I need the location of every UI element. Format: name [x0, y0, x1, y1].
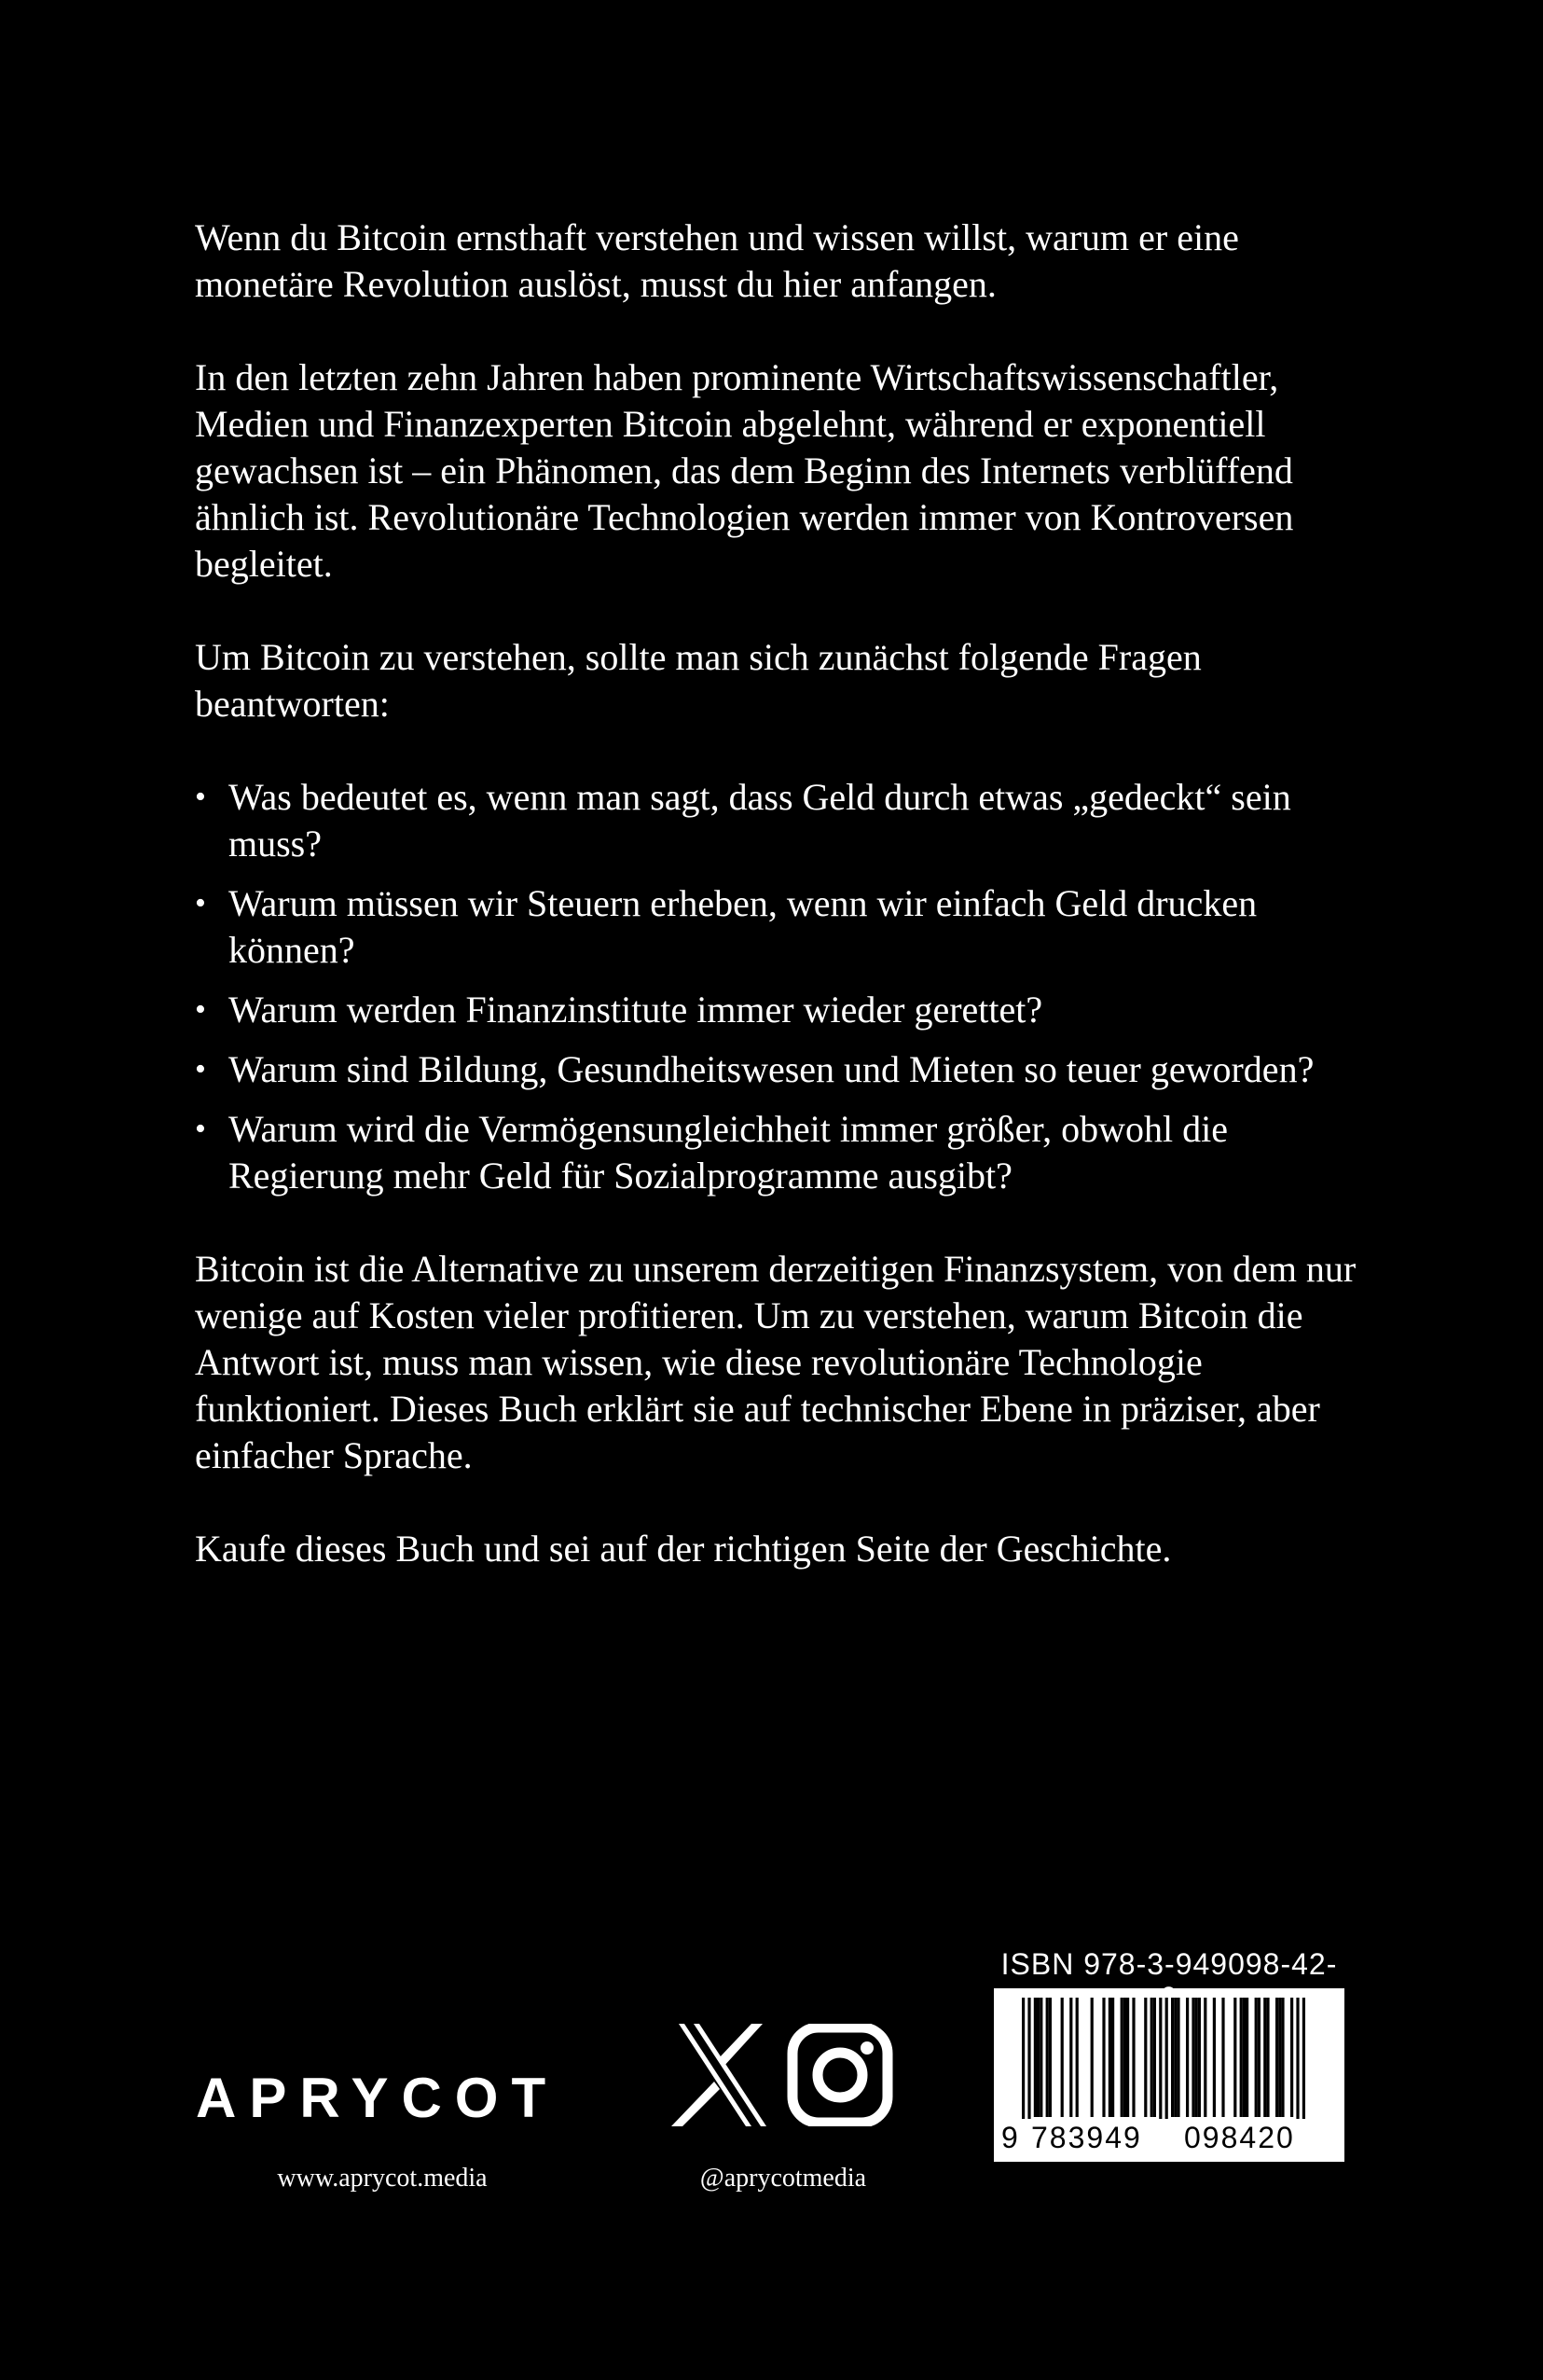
barcode-digits: [994, 2119, 1344, 2160]
barcode: [994, 1988, 1344, 2162]
barcode-bar: [1102, 1998, 1105, 2117]
barcode-bar: [1296, 1998, 1299, 2119]
publisher-logo-block: [196, 2067, 569, 2193]
barcode-bars: [994, 1988, 1344, 2119]
barcode-bar: [1290, 1998, 1293, 2117]
barcode-bar: [1132, 1998, 1135, 2117]
closing-paragraph: Kaufe dieses Buch und sei auf der richtigen Seite der Geschichte.: [195, 1528, 1172, 1570]
barcode-bar: [1221, 1998, 1224, 2117]
bullet-icon: •: [195, 992, 206, 1027]
barcode-digits-right: 098420: [1184, 2121, 1295, 2154]
question-item: [195, 880, 1360, 974]
barcode-bar: [1069, 1998, 1072, 2117]
barcode-bar: [1233, 1998, 1236, 2117]
bullet-icon: •: [195, 1052, 206, 1086]
question-text: Warum wird die Vermögensungleichheit immer größer, obwohl die Regierung mehr Geld für Sozialprogramme ausgibt?: [228, 1108, 1228, 1197]
question-text: Warum werden Finanzinstitute immer wieder gerettet?: [228, 989, 1043, 1031]
barcode-digit-lead: 9: [1001, 2121, 1018, 2154]
publisher-url[interactable]: www.aprycot.media: [277, 2164, 488, 2193]
barcode-bar: [1150, 1998, 1153, 2117]
barcode-bar: [1266, 1998, 1269, 2117]
barcode-bar: [1034, 1998, 1037, 2117]
barcode-digits-left: 783949: [1031, 2121, 1142, 2154]
bullet-icon: •: [195, 1112, 206, 1146]
barcode-bar: [1076, 1998, 1079, 2117]
barcode-bar: [1046, 1998, 1049, 2117]
barcode-bar: [1243, 1998, 1246, 2117]
questions-list: [195, 774, 1360, 1199]
bullet-icon: •: [195, 886, 206, 920]
question-text: Warum sind Bildung, Gesundheitswesen und Mieten so teuer geworden?: [228, 1048, 1315, 1090]
question-text: Warum müssen wir Steuern erheben, wenn wir einfach Geld drucken können?: [228, 882, 1258, 971]
question-item: [195, 987, 1360, 1033]
barcode-bar: [1049, 1998, 1052, 2117]
barcode-bar: [1186, 1998, 1189, 2117]
barcode-bar: [1240, 1998, 1243, 2117]
barcode-bar: [1144, 1998, 1147, 2117]
barcode-bar: [1213, 1998, 1216, 2117]
barcode-bar: [1091, 1998, 1094, 2117]
barcode-bar: [1177, 1998, 1179, 2117]
barcode-bar: [1022, 1998, 1025, 2119]
barcode-bar: [1302, 1998, 1305, 2119]
barcode-bar: [1258, 1998, 1261, 2117]
barcode-bar: [1126, 1998, 1129, 2117]
barcode-bar: [1111, 1998, 1114, 2117]
instagram-icon[interactable]: [792, 2027, 888, 2123]
barcode-bar: [1275, 1998, 1278, 2117]
barcode-bar: [1278, 1998, 1281, 2117]
barcode-bar: [1198, 1998, 1201, 2117]
alternative-paragraph: Bitcoin ist die Alternative zu unserem derzeitigen Finanzsystem, von dem nur wenige auf Kosten vieler profitieren. Um zu verstehen, warum Bitcoin die Antwort ist, muss man wissen, wie diese revolutionäre Technologie funktioniert. Dieses Buch erklärt sie auf technischer Ebene in präziser, aber einfacher Sprache.: [195, 1248, 1357, 1476]
context-paragraph: In den letzten zehn Jahren haben prominente Wirtschaftswissenschaftler, Medien und Finanzexperten Bitcoin abgelehnt, während er exponentiell gewachsen ist – ein Phänomen, das dem Beginn des Internets verblüffend ähnlich ist. Revolutionäre Technologien werden immer von Kontroversen begleitet.: [195, 356, 1294, 585]
question-item: [195, 774, 1360, 867]
isbn-label: ISBN 978-3-949098-42-: [1000, 1947, 1338, 1981]
barcode-bar: [1153, 1998, 1156, 2117]
question-item: [195, 1046, 1360, 1093]
social-handle[interactable]: @aprycotmedia: [699, 2164, 867, 2193]
barcode-bar: [1171, 1998, 1174, 2117]
social-block: [671, 2024, 895, 2210]
questions-lead: Um Bitcoin zu verstehen, sollte man sich zunächst folgende Fragen beantworten:: [195, 636, 1202, 725]
question-item: [195, 1106, 1360, 1199]
barcode-bar: [1174, 1998, 1177, 2117]
barcode-bar: [1204, 1998, 1206, 2117]
barcode-bar: [1281, 1998, 1284, 2117]
barcode-bar: [1165, 1998, 1168, 2119]
barcode-bar: [1040, 1998, 1042, 2117]
barcode-bar: [1109, 1998, 1111, 2117]
barcode-bar: [1027, 1998, 1030, 2119]
barcode-bar: [1195, 1998, 1198, 2117]
publisher-logo: APRYCOT: [196, 2067, 559, 2129]
barcode-bar: [1159, 1998, 1162, 2119]
isbn-block: [994, 1947, 1344, 2154]
barcode-bar: [1246, 1998, 1248, 2117]
barcode-bar: [1255, 1998, 1258, 2117]
barcode-bar: [1123, 1998, 1126, 2117]
intro-paragraph: Wenn du Bitcoin ernsthaft verstehen und wissen willst, warum er eine monetäre Revolution auslöst, musst du hier anfangen.: [195, 216, 1239, 305]
question-text: Was bedeutet es, wenn man sagt, dass Geld durch etwas „gedeckt“ sein muss?: [228, 776, 1291, 865]
barcode-bar: [1192, 1998, 1194, 2117]
barcode-bar: [1263, 1998, 1266, 2117]
barcode-bar: [1037, 1998, 1040, 2117]
barcode-bar: [1121, 1998, 1123, 2117]
back-cover-blurb: [195, 214, 1360, 1619]
x-icon[interactable]: [671, 2024, 766, 2126]
barcode-bar: [1061, 1998, 1064, 2117]
bullet-icon: •: [195, 780, 206, 814]
social-icons: [671, 2024, 895, 2126]
